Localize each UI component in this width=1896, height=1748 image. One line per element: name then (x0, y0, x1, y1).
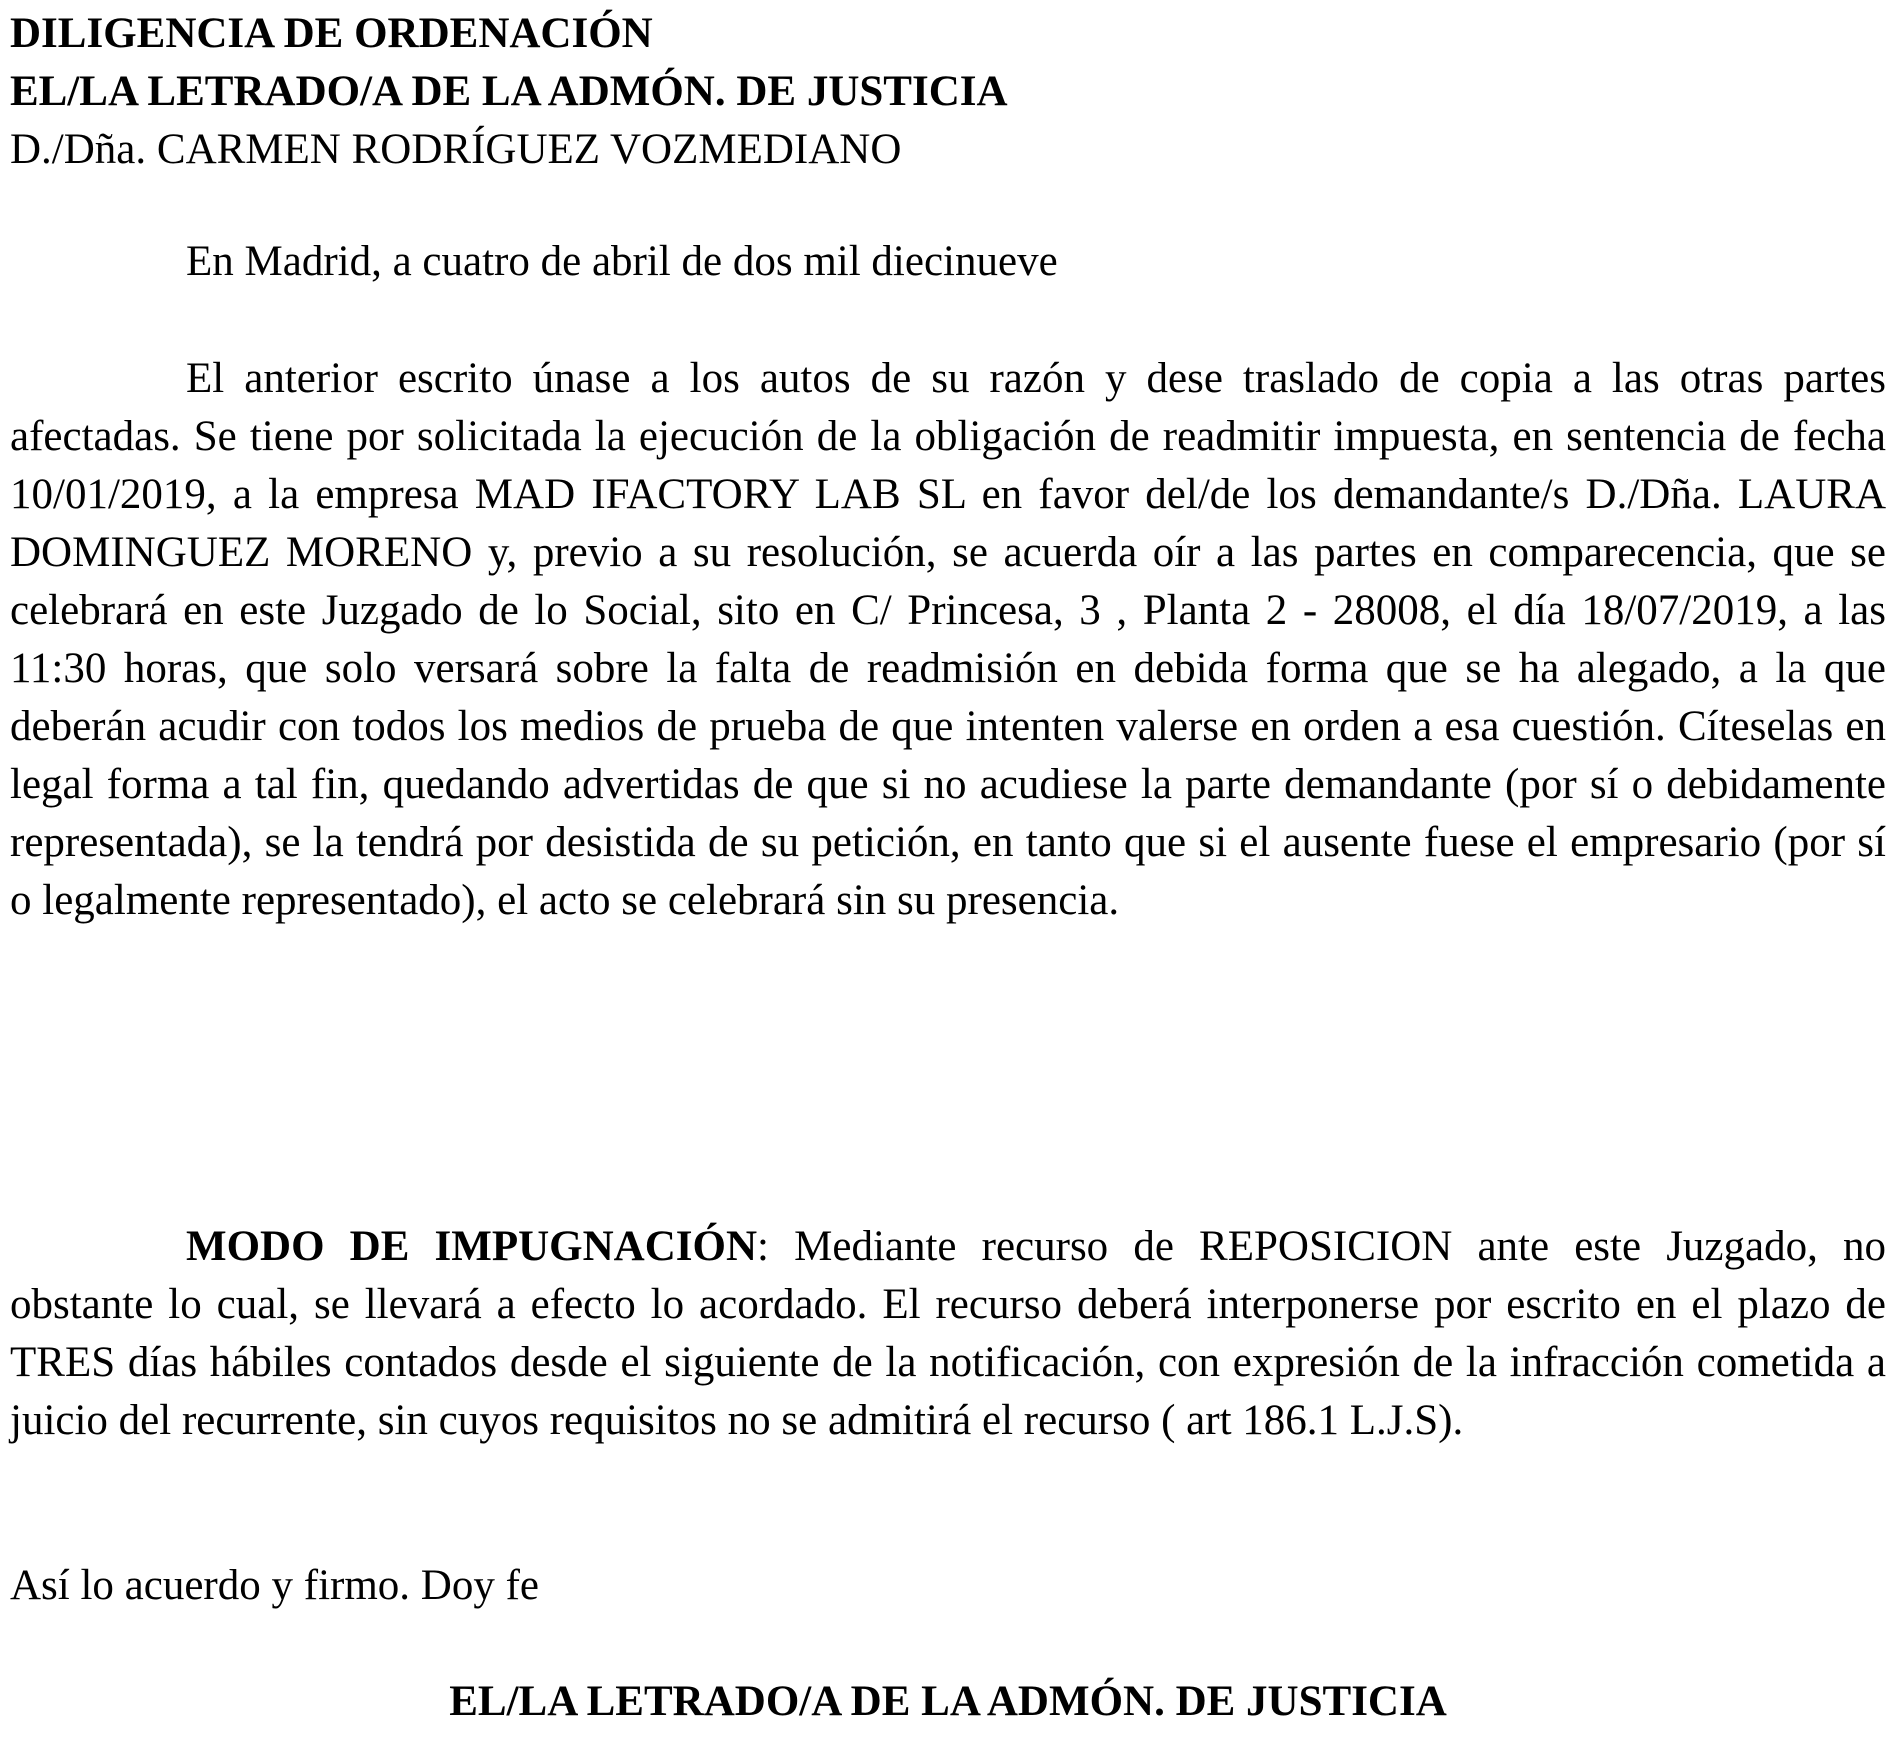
appeal-body: : Mediante recurso de REPOSICION ante este Juzgado, no obstante lo cual, se llevará a efecto lo acordado. El recurso deberá interponerse por escrito en el plazo de TRES días hábiles contados desde el siguiente de la notificación, con expresión de la infracción cometida a juicio del recurrente, sin cuyos requisitos no se admitirá el recurso ( art 186.1 L.J.S). (10, 1223, 1886, 1444)
date-line: En Madrid, a cuatro de abril de dos mil diecinueve (186, 238, 1058, 285)
appeal-heading: MODO DE IMPUGNACIÓN (186, 1223, 758, 1270)
order-paragraph: El anterior escrito únase a los autos de su razón y dese traslado de copia a las otras partes afectadas. Se tiene por solicitada la ejecución de la obligación de readmitir impuesta, en sentencia de fecha 10/01/2019, a la empresa MAD IFACTORY LAB SL en favor del/de los demandante/s D./Dña. LAURA DOMINGUEZ MORENO y, previo a su resolución, se acuerda oír a las partes en comparecencia, que se celebrará en este Juzgado de lo Social, sito en C/ Princesa, 3 , Planta 2 - 28008, el día 18/07/2019, a las 11:30 horas, que solo versará sobre la falta de readmisión en debida forma que se ha alegado, a la que deberán acudir con todos los medios de prueba de que intenten valerse en orden a esa cuestión. Cíteselas en legal forma a tal fin, quedando advertidas de que si no acudiese la parte demandante (por sí o debidamente representada), se la tendrá por desistida de su petición, en tanto que si el ausente fuese el empresario (por sí o legalmente representado), el acto se celebrará sin su presencia. (10, 355, 1886, 924)
appeal-paragraph (10, 1218, 1886, 1450)
document-page (10, 0, 1886, 1748)
clerk-role: EL/LA LETRADO/A DE LA ADMÓN. DE JUSTICIA (10, 68, 1008, 115)
closing-line: Así lo acuerdo y firmo. Doy fe (10, 1562, 539, 1609)
clerk-name: D./Dña. CARMEN RODRÍGUEZ VOZMEDIANO (10, 126, 902, 173)
document-title: DILIGENCIA DE ORDENACIÓN (10, 10, 653, 57)
signature-title: EL/LA LETRADO/A DE LA ADMÓN. DE JUSTICIA (449, 1678, 1447, 1725)
